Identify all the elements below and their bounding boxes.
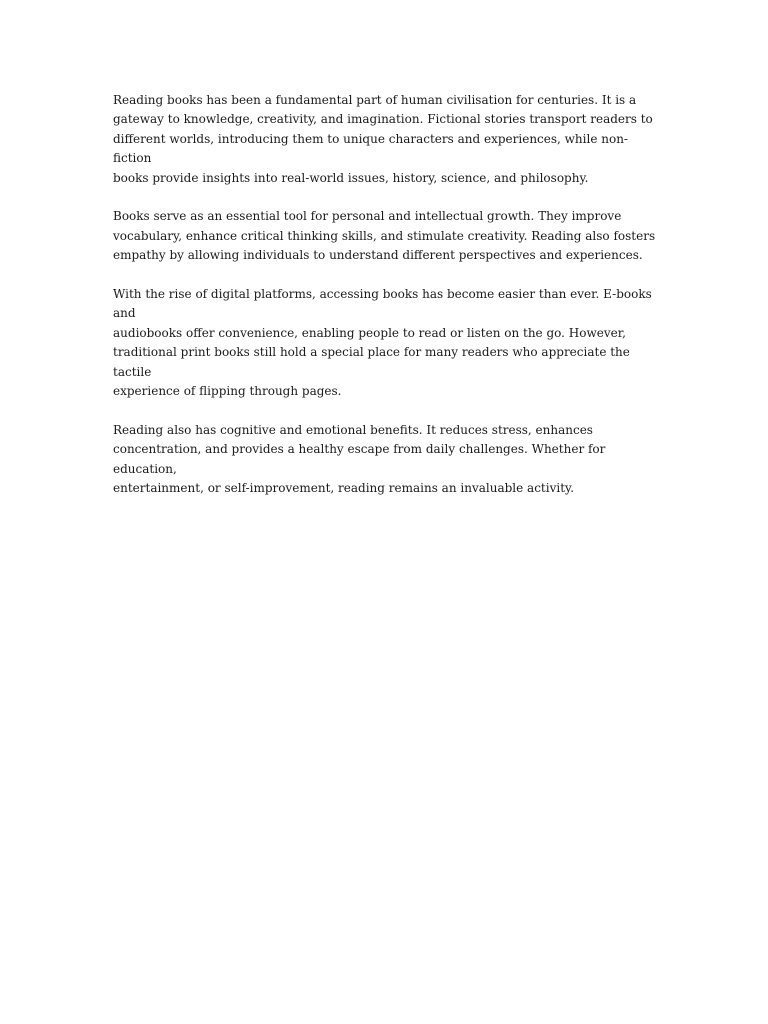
paragraph-4: Reading also has cognitive and emotional benefits. It reduces stress, enhances concentration, and provides a healthy escape from daily challenges. Whether for education, entertainment, or self-improvement, reading remains an invaluable activity. bbox=[113, 422, 606, 496]
paragraph-1: Reading books has been a fundamental part of human civilisation for centuries. It is a gateway to knowledge, creativity, and imagination. Fictional stories transport readers to different worlds, introducing them to unique characters and experiences, while non-fiction books provide insights into real-world issues, history, science, and philosophy. bbox=[113, 93, 653, 185]
paragraph-3: With the rise of digital platforms, accessing books has become easier than ever. E-books and audiobooks offer convenience, enabling people to read or listen on the go. However, traditional print books still hold a special place for many readers who appreciate the tactile experience of flipping through pages. bbox=[113, 287, 652, 399]
paragraph-2: Books serve as an essential tool for personal and intellectual growth. They improve vocabulary, enhance critical thinking skills, and stimulate creativity. Reading also fosters empathy by allowing individuals to understand different perspectives and experiences. bbox=[113, 209, 656, 263]
document-body bbox=[113, 91, 658, 518]
